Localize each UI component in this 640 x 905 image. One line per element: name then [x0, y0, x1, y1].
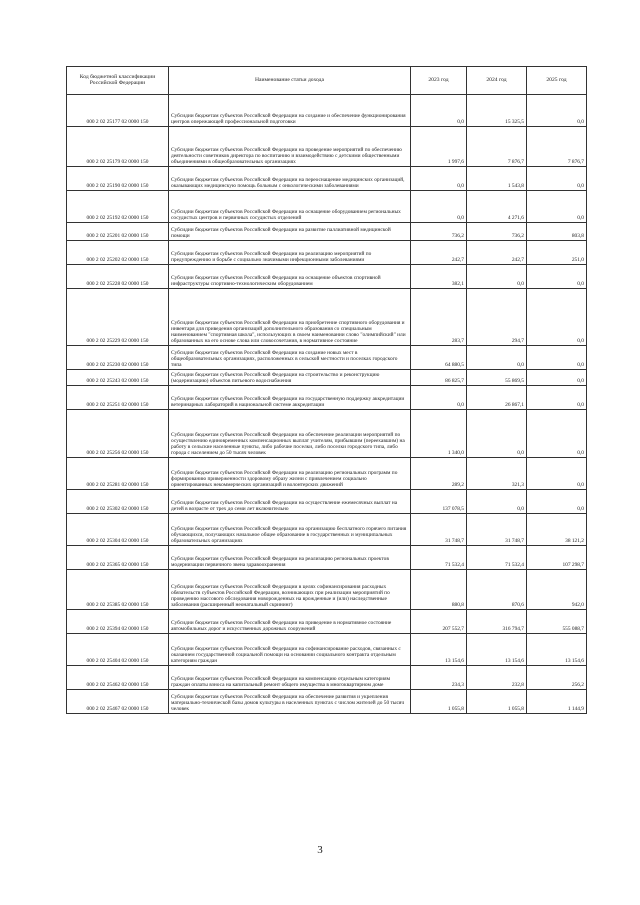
header-2024: 2024 год: [467, 67, 527, 95]
row-code: 000 2 02 25281 02 0000 150: [67, 458, 169, 490]
row-code: 000 2 02 25385 02 0000 150: [67, 570, 169, 610]
row-code: 000 2 02 25467 02 0000 150: [67, 690, 169, 714]
header-2025: 2025 год: [527, 67, 587, 95]
row-value-2025: 0,0: [527, 490, 587, 514]
row-value-2024: 31 748,7: [467, 514, 527, 546]
row-value-2024: 55 869,5: [467, 370, 527, 386]
row-code: 000 2 02 25229 02 0000 150: [67, 289, 169, 346]
row-name: Субсидии бюджетам субъектов Российской Федерации на приобретение спортивного оборудования и инвентаря для приведения организаций дополнительного образования со специальным наименованием "спортивная школа", использующих в своем наименовании слово "олимпийский" или образованных на его основе слова или словосочетания, в нормативное состояние: [169, 289, 411, 346]
row-value-2024: 316 794,7: [467, 610, 527, 634]
table-row: [67, 241, 587, 265]
row-value-2024: 232,8: [467, 666, 527, 690]
row-value-2025: 0,0: [527, 410, 587, 458]
row-name: Субсидии бюджетам субъектов Российской Федерации на реализацию региональных проектов модернизации первичного звена здравоохранения: [169, 546, 411, 570]
row-value-2024: 4 271,6: [467, 191, 527, 223]
table-row: [67, 127, 587, 167]
row-value-2023: 1 055,8: [411, 690, 467, 714]
row-code: 000 2 02 25177 02 0000 150: [67, 95, 169, 127]
row-name: Субсидии бюджетам субъектов Российской Федерации на приведение в нормативное состояние автомобильных дорог и искусственных дорожных сооружений: [169, 610, 411, 634]
revenue-table: [66, 66, 587, 714]
row-name: Субсидии бюджетам субъектов Российской Федерации на оснащение оборудованием региональных сосудистых центров и первичных сосудистых отделений: [169, 191, 411, 223]
row-value-2023: 242,7: [411, 241, 467, 265]
table-row: [67, 410, 587, 458]
row-value-2024: 0,0: [467, 490, 527, 514]
row-value-2025: 0,0: [527, 386, 587, 410]
row-name: Субсидии бюджетам субъектов Российской Федерации в целях софинансирования расходных обязательств субъектов Российской Федерации, возникающих при реализации мероприятий по проведению массового обследования новорожденных на врожденные и (или) наследственные заболевания (расширенный неонатальный скрининг): [169, 570, 411, 610]
page-number: 3: [317, 844, 323, 856]
row-value-2025: 555 088,7: [527, 610, 587, 634]
row-value-2024: 870,6: [467, 570, 527, 610]
row-value-2024: 15 325,5: [467, 95, 527, 127]
row-code: 000 2 02 25202 02 0000 150: [67, 241, 169, 265]
row-code: 000 2 02 25230 02 0000 150: [67, 346, 169, 370]
row-value-2023: 1 340,0: [411, 410, 467, 458]
row-value-2023: 207 552,7: [411, 610, 467, 634]
header-2023: 2023 год: [411, 67, 467, 95]
row-value-2023: 64 880,5: [411, 346, 467, 370]
row-name: Субсидии бюджетам субъектов Российской Федерации на развитие паллиативной медицинской помощи: [169, 223, 411, 241]
table-row: [67, 514, 587, 546]
table-row: [67, 386, 587, 410]
row-value-2023: 0,0: [411, 386, 467, 410]
row-value-2025: 803,8: [527, 223, 587, 241]
row-value-2024: 1 055,8: [467, 690, 527, 714]
row-value-2025: 13 154,6: [527, 634, 587, 666]
row-value-2025: 942,0: [527, 570, 587, 610]
row-name: Субсидии бюджетам субъектов Российской Федерации на обеспечение реализации мероприятий по осуществлению единовременных компенсационных выплат учителям, прибывшим (переехавшим) на работу в сельские населенные пункты, либо рабочие поселки, либо поселки городского типа, либо города с населением до 50 тысяч человек: [169, 410, 411, 458]
table-row: [67, 490, 587, 514]
row-name: Субсидии бюджетам субъектов Российской Федерации на строительство и реконструкцию (модернизацию) объектов питьевого водоснабжения: [169, 370, 411, 386]
table-row: [67, 167, 587, 191]
row-value-2024: 7 876,7: [467, 127, 527, 167]
row-code: 000 2 02 25201 02 0000 150: [67, 223, 169, 241]
table-row: [67, 634, 587, 666]
table-row: [67, 95, 587, 127]
row-name: Субсидии бюджетам субъектов Российской Федерации на организацию бесплатного горячего питания обучающихся, получающих начальное общее образование в государственных и муниципальных образовательных организациях: [169, 514, 411, 546]
table-header-row: [67, 67, 587, 95]
table-row: [67, 265, 587, 289]
row-value-2024: 0,0: [467, 346, 527, 370]
row-code: 000 2 02 25365 02 0000 150: [67, 546, 169, 570]
row-value-2024: 0,0: [467, 265, 527, 289]
row-value-2024: 13 154,6: [467, 634, 527, 666]
row-name: Субсидии бюджетам субъектов Российской Федерации на обеспечение развития и укрепления материально-технической базы домов культуры в населенных пунктах с числом жителей до 50 тысяч человек: [169, 690, 411, 714]
row-value-2024: 0,0: [467, 410, 527, 458]
row-value-2023: 283,7: [411, 289, 467, 346]
row-name: Субсидии бюджетам субъектов Российской Федерации на переоснащение медицинских организаций, оказывающих медицинскую помощь больным с онкологическими заболеваниями: [169, 167, 411, 191]
row-value-2024: 71 532,4: [467, 546, 527, 570]
row-value-2025: 256,2: [527, 666, 587, 690]
row-value-2023: 880,8: [411, 570, 467, 610]
table-row: [67, 546, 587, 570]
row-code: 000 2 02 25302 02 0000 150: [67, 490, 169, 514]
row-value-2025: 0,0: [527, 370, 587, 386]
row-value-2023: 86 825,7: [411, 370, 467, 386]
row-code: 000 2 02 25304 02 0000 150: [67, 514, 169, 546]
row-value-2024: 294,7: [467, 289, 527, 346]
row-name: Субсидии бюджетам субъектов Российской Федерации на создание и обеспечение функционирования центров опережающей профессиональной подготовки: [169, 95, 411, 127]
row-value-2025: 107 298,7: [527, 546, 587, 570]
row-value-2023: 0,0: [411, 167, 467, 191]
row-value-2024: 26 867,1: [467, 386, 527, 410]
row-value-2023: 71 532,4: [411, 546, 467, 570]
row-name: Субсидии бюджетам субъектов Российской Федерации на проведение мероприятий по обеспечению деятельности советников директора по воспитанию и взаимодействию с детскими общественными объединениями в общеобразовательных организациях: [169, 127, 411, 167]
row-value-2025: 1 144,9: [527, 690, 587, 714]
row-value-2023: 382,1: [411, 265, 467, 289]
table-row: [67, 690, 587, 714]
row-code: 000 2 02 25404 02 0000 150: [67, 634, 169, 666]
row-name: Субсидии бюджетам субъектов Российской Федерации на реализацию региональных программ по формированию приверженности здоровому образу жизни с привлечением социально ориентированных некоммерческих организаций и волонтерских движений: [169, 458, 411, 490]
row-code: 000 2 02 25192 02 0000 150: [67, 191, 169, 223]
row-value-2023: 0,0: [411, 191, 467, 223]
table-row: [67, 346, 587, 370]
row-value-2023: 137 078,5: [411, 490, 467, 514]
row-code: 000 2 02 25394 02 0000 150: [67, 610, 169, 634]
row-value-2023: 1 997,6: [411, 127, 467, 167]
row-value-2025: 251,0: [527, 241, 587, 265]
table-row: [67, 370, 587, 386]
row-value-2023: 289,2: [411, 458, 467, 490]
row-value-2023: 234,3: [411, 666, 467, 690]
row-name: Субсидии бюджетам субъектов Российской Федерации на создание новых мест в общеобразовательных организациях, расположенных в сельской местности и поселках городского типа: [169, 346, 411, 370]
row-value-2023: 13 154,6: [411, 634, 467, 666]
table-row: [67, 223, 587, 241]
row-name: Субсидии бюджетам субъектов Российской Федерации на софинансирование расходов, связанных с оказанием государственной социальной помощи на основании социального контракта отдельным категориям граждан: [169, 634, 411, 666]
row-value-2025: 38 121,2: [527, 514, 587, 546]
row-value-2025: 0,0: [527, 191, 587, 223]
row-code: 000 2 02 25462 02 0000 150: [67, 666, 169, 690]
row-value-2025: 0,0: [527, 458, 587, 490]
header-name: Наименование статьи дохода: [169, 67, 411, 95]
row-value-2025: 0,0: [527, 289, 587, 346]
row-value-2024: 736,2: [467, 223, 527, 241]
row-value-2025: 0,0: [527, 95, 587, 127]
row-value-2025: 0,0: [527, 265, 587, 289]
row-code: 000 2 02 25190 02 0000 150: [67, 167, 169, 191]
row-name: Субсидии бюджетам субъектов Российской Федерации на государственную поддержку аккредитации ветеринарных лабораторий в национальной системе аккредитации: [169, 386, 411, 410]
row-value-2025: 0,0: [527, 167, 587, 191]
row-name: Субсидии бюджетам субъектов Российской Федерации на осуществление ежемесячных выплат на детей в возрасте от трех до семи лет включительно: [169, 490, 411, 514]
row-name: Субсидии бюджетам субъектов Российской Федерации на компенсацию отдельным категориям граждан оплаты взноса на капитальный ремонт общего имущества в многоквартирном доме: [169, 666, 411, 690]
table-row: [67, 666, 587, 690]
row-code: 000 2 02 25179 02 0000 150: [67, 127, 169, 167]
row-name: Субсидии бюджетам субъектов Российской Федерации на реализацию мероприятий по предупреждению и борьбе с социально значимыми инфекционными заболеваниями: [169, 241, 411, 265]
row-value-2023: 736,2: [411, 223, 467, 241]
row-value-2024: 1 543,8: [467, 167, 527, 191]
row-value-2025: 7 876,7: [527, 127, 587, 167]
table-row: [67, 610, 587, 634]
row-code: 000 2 02 25251 02 0000 150: [67, 386, 169, 410]
table-row: [67, 191, 587, 223]
row-value-2023: 31 748,7: [411, 514, 467, 546]
table-row: [67, 458, 587, 490]
row-value-2024: 321,3: [467, 458, 527, 490]
header-code: Код бюджетной классификации Российской Федерации: [67, 67, 169, 95]
row-code: 000 2 02 25256 02 0000 150: [67, 410, 169, 458]
row-value-2024: 242,7: [467, 241, 527, 265]
table-row: [67, 570, 587, 610]
table-row: [67, 289, 587, 346]
row-value-2025: 0,0: [527, 346, 587, 370]
row-value-2023: 0,0: [411, 95, 467, 127]
row-code: 000 2 02 25228 02 0000 150: [67, 265, 169, 289]
row-name: Субсидии бюджетам субъектов Российской Федерации на оснащение объектов спортивной инфраструктуры спортивно-технологическим оборудованием: [169, 265, 411, 289]
row-code: 000 2 02 25243 02 0000 150: [67, 370, 169, 386]
